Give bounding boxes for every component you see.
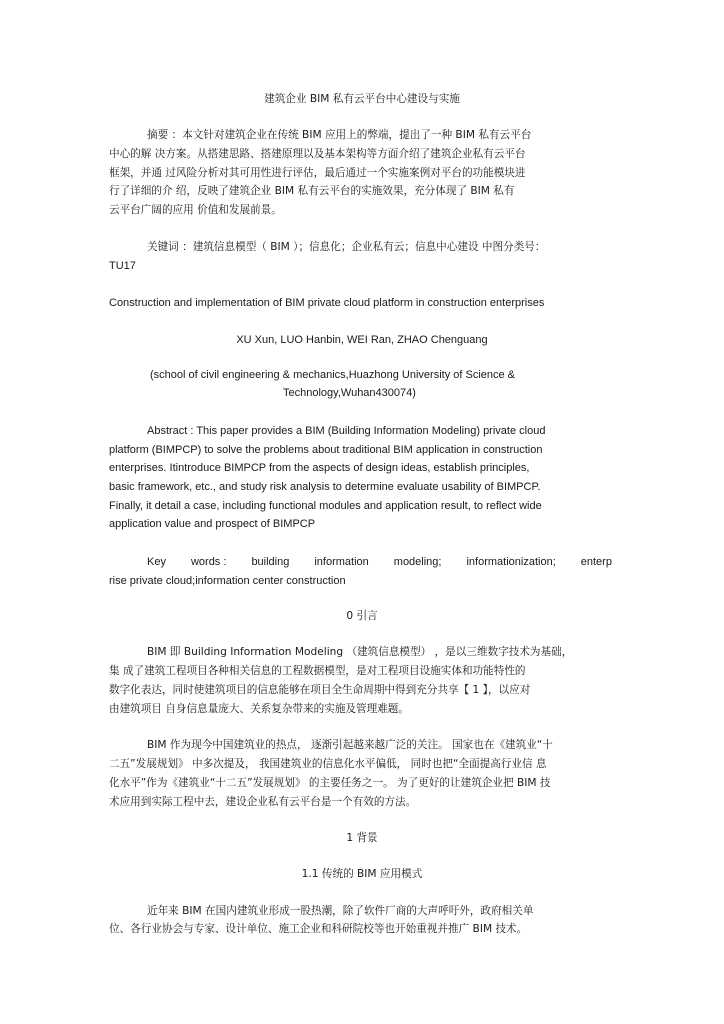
paragraph-line: 近年来 BIM 在国内建筑业形成一股热潮，除了软件厂商的大声呼吁外，政府相关单 bbox=[147, 905, 534, 917]
abstract-cn-line: 摘要 ：本文针对建筑企业在传统 BIM 应用上的弊端，提出了一种 BIM 私有云平台 bbox=[147, 129, 532, 141]
authors: XU Xun, LUO Hanbin, WEI Ran, ZHAO Chenguang bbox=[236, 334, 488, 346]
paragraph-line: 二五”发展规划》 中多次提及， 我国建筑业的信息化水平偏低， 同时也把“全面提高行业信 息 bbox=[109, 758, 547, 770]
abstract-en-line: Abstract : This paper provides a BIM (Building Information Modeling) private cloud bbox=[147, 425, 546, 437]
section-heading: 0 引言 bbox=[346, 610, 378, 622]
abstract-en-line: platform (BIMPCP) to solve the problems about traditional BIM application in construction bbox=[109, 444, 543, 456]
keywords-en-line: rise private cloud;information center construction bbox=[109, 575, 346, 587]
keyword-word: informationization; bbox=[466, 556, 556, 568]
paragraph-line: 由建筑项目 自身信息量庞大、关系复杂带来的实施及管理难题。 bbox=[109, 703, 409, 715]
paper-title: 建筑企业 BIM 私有云平台中心建设与实施 bbox=[264, 93, 460, 105]
keywords-en-line bbox=[147, 555, 612, 569]
abstract-cn-line: 云平台广阔的应用 价值和发展前景。 bbox=[109, 204, 282, 216]
keyword-word: Key bbox=[147, 556, 166, 568]
paragraph-line: BIM 作为现今中国建筑业的热点， 逐渐引起越来越广泛的关注。 国家也在《建筑业“十 bbox=[147, 739, 553, 751]
abstract-cn-line: 中心的解 决方案。从搭建思路、搭建原理以及基本架构等方面介绍了建筑企业私有云平台 bbox=[109, 148, 526, 160]
paragraph-line: 数字化表达，同时使建筑项目的信息能够在项目全生命周期中得到充分共享【 1 】，以应对 bbox=[109, 684, 531, 696]
subsection-heading: 1.1 传统的 BIM 应用模式 bbox=[301, 868, 423, 880]
paragraph-line: 位、各行业协会与专家、设计单位、施工企业和科研院校等也开始重视并推广 BIM 技术。 bbox=[109, 923, 528, 935]
keyword-word: information bbox=[314, 556, 369, 568]
keyword-word: enterp bbox=[580, 556, 612, 568]
paragraph-line: 集 成了建筑工程项目各种相关信息的工程数据模型，是对工程项目设施实体和功能特性的 bbox=[109, 665, 526, 677]
english-title: Construction and implementation of BIM private cloud platform in construction enterprises bbox=[109, 297, 545, 309]
paragraph-line: 化水平”作为《建筑业“十二五”发展规划》 的主要任务之一。 为了更好的让建筑企业把 BIM 技 bbox=[109, 777, 551, 789]
keyword-word: words : bbox=[190, 556, 227, 568]
section-heading: 1 背景 bbox=[346, 832, 378, 844]
affiliation-line: Technology,Wuhan430074) bbox=[283, 387, 416, 399]
keywords-cn-line: 关键词 ：建筑信息模型（ BIM ）；信息化；企业私有云；信息中心建设 中图分类号： bbox=[147, 241, 546, 253]
abstract-cn-line: 行了详细的介 绍，反映了建筑企业 BIM 私有云平台的实施效果，充分体现了 BIM 私有 bbox=[109, 185, 515, 197]
abstract-en-line: enterprises. Itintroduce BIMPCP from the aspects of design ideas, establish principles, bbox=[109, 462, 530, 474]
affiliation-line: (school of civil engineering & mechanics,Huazhong University of Science & bbox=[150, 369, 516, 381]
paragraph-line: 术应用到实际工程中去，建设企业私有云平台是一个有效的方法。 bbox=[109, 796, 417, 808]
keyword-word: building bbox=[251, 556, 290, 568]
abstract-en-line: basic framework, etc., and study risk analysis to determine evaluate usability of BIMPCP. bbox=[109, 481, 541, 493]
abstract-en-line: application value and prospect of BIMPCP bbox=[109, 518, 316, 530]
abstract-en-line: Finally, it detail a case, including functional modules and application result, to reflect wide bbox=[109, 500, 542, 512]
classification-number: TU17 bbox=[109, 260, 136, 272]
keyword-word: modeling; bbox=[393, 556, 442, 568]
paragraph-line: BIM 即 Building Information Modeling （建筑信息模型） ，是以三维数字技术为基础， bbox=[147, 646, 573, 658]
abstract-cn-line: 框架，并通 过风险分析对其可用性进行评估，最后通过一个实施案例对平台的功能模块进 bbox=[109, 167, 526, 179]
